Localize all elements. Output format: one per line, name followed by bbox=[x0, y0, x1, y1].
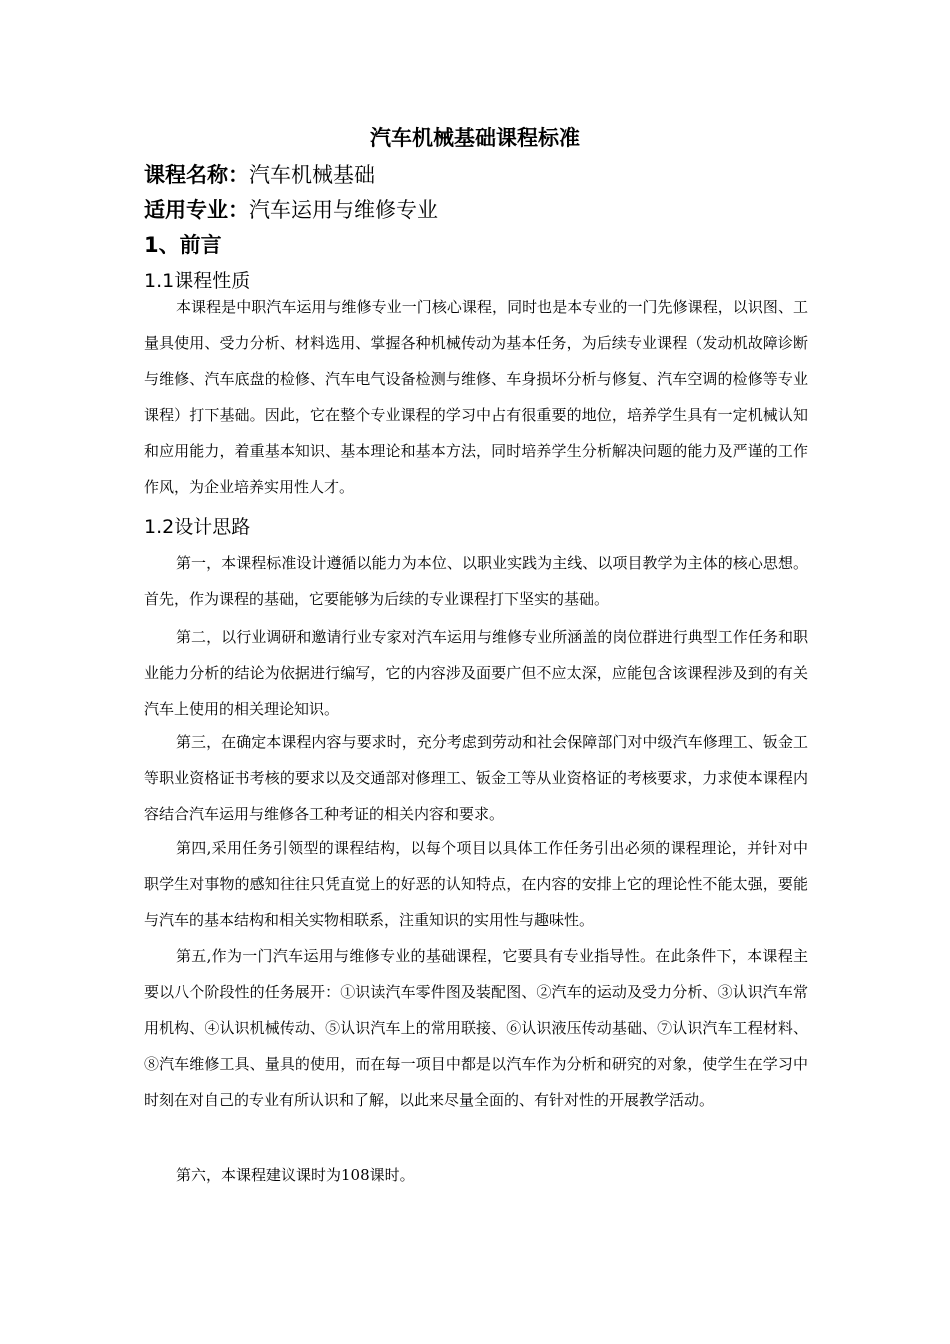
course-name-line bbox=[144, 161, 375, 189]
design-paragraph-3: 第三，在确定本课程内容与要求时，充分考虑到劳动和社会保障部门对中级汽车修理工、钣金工等职业资格证书考核的要求以及交通部对修理工、钣金工等从业资格证的考核要求，力求使本课程内容结合汽车运用与维修各工种考证的相关内容和要求。 bbox=[144, 733, 808, 823]
design-paragraph-5: 第五,作为一门汽车运用与维修专业的基础课程，它要具有专业指导性。在此条件下，本课程主要以八个阶段性的任务展开：①识读汽车零件图及装配图、②汽车的运动及受力分析、③认识汽车常用机构、④认识机械传动、⑤认识汽车上的常用联接、⑥认识液压传动基础、⑦认识汽车工程材料、⑧汽车维修工具、量具的使用，而在每一项目中都是以汽车作为分析和研究的对象，使学生在学习中时刻在对自己的专业有所认识和了解，以此来尽量全面的、有针对性的开展教学活动。 bbox=[144, 947, 808, 1109]
section-1-2-heading: 1.2设计思路 bbox=[144, 516, 251, 538]
design-paragraph-2: 第二，以行业调研和邀请行业专家对汽车运用与维修专业所涵盖的岗位群进行典型工作任务和职业能力分析的结论为依据进行编写，它的内容涉及面要广但不应太深，应能包含该课程涉及到的有关汽车上使用的相关理论知识。 bbox=[144, 628, 808, 718]
course-nature-paragraph: 本课程是中职汽车运用与维修专业一门核心课程，同时也是本专业的一门先修课程，以识图、工量具使用、受力分析、材料选用、掌握各种机械传动为基本任务，为后续专业课程（发动机故障诊断与维修、汽车底盘的检修、汽车电气设备检测与维修、车身损坏分析与修复、汽车空调的检修等专业课程）打下基础。因此，它在整个专业课程的学习中占有很重要的地位，培养学生具有一定机械认知和应用能力，着重基本知识、基本理论和基本方法，同时培养学生分析解决问题的能力及严谨的工作作风，为企业培养实用性人才。 bbox=[144, 298, 808, 496]
major-value: 汽车运用与维修专业 bbox=[249, 198, 438, 222]
design-paragraph-1: 第一，本课程标准设计遵循以能力为本位、以职业实践为主线、以项目教学为主体的核心思想。首先，作为课程的基础，它要能够为后续的专业课程打下坚实的基础。 bbox=[144, 554, 808, 608]
design-paragraph-4: 第四,采用任务引领型的课程结构，以每个项目以具体工作任务引出必须的课程理论，并针对中职学生对事物的感知往往只凭直觉上的好恶的认知特点，在内容的安排上它的理论性不能太强，要能与汽车的基本结构和相关实物相联系，注重知识的实用性与趣味性。 bbox=[144, 839, 808, 929]
major-line bbox=[144, 196, 438, 224]
design-paragraph-6: 第六，本课程建议课时为108课时。 bbox=[176, 1166, 415, 1184]
course-name-value: 汽车机械基础 bbox=[249, 163, 375, 187]
course-name-label: 课程名称： bbox=[144, 163, 249, 187]
section-1-1-heading: 1.1课程性质 bbox=[144, 270, 251, 292]
section-1-heading: 1、前言 bbox=[144, 233, 222, 257]
major-label: 适用专业： bbox=[144, 198, 249, 222]
document-title: 汽车机械基础课程标准 bbox=[370, 126, 580, 150]
